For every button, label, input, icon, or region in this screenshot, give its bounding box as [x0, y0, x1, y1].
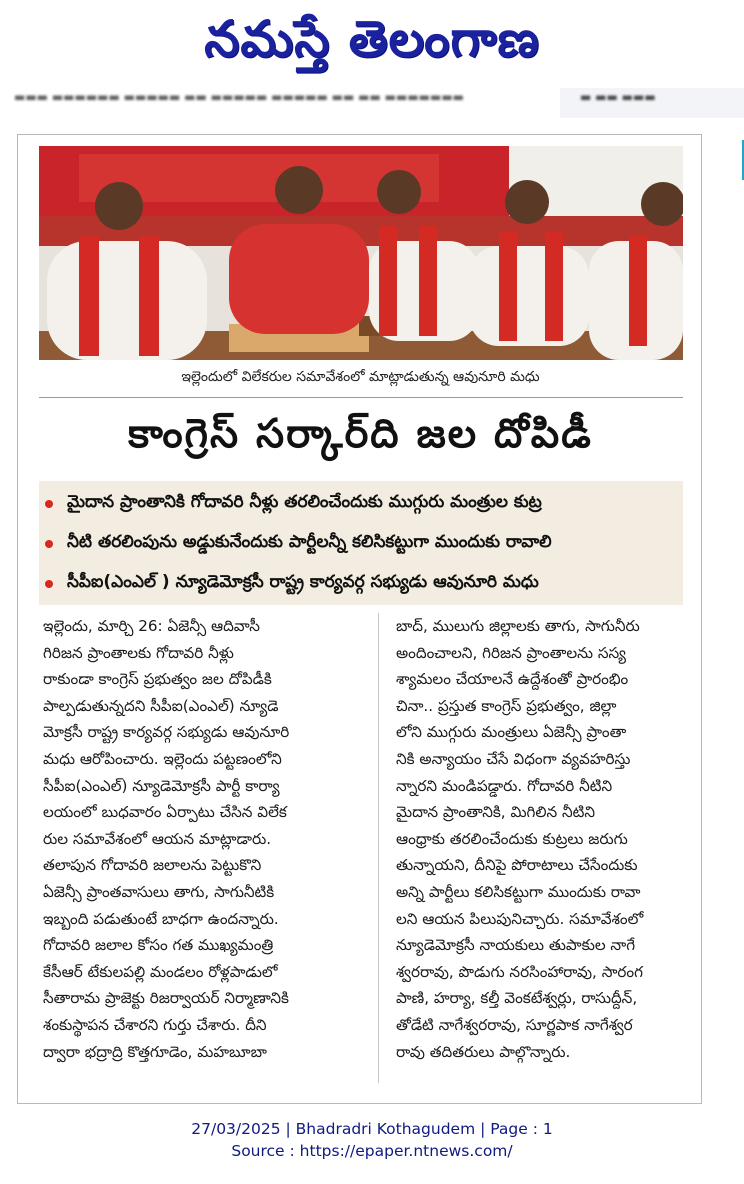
news-article: [17, 134, 702, 1104]
article-headline: కాంగ్రెస్ సర్కార్‌ది జల దోపిడీ: [128, 411, 593, 457]
press-meet-photo: [39, 146, 683, 360]
body-line: చినా.. ప్రస్తుత కాంగ్రెస్ ప్రభుత్వం, జిల్లా: [396, 696, 617, 715]
body-line: లని ఆయన పిలుపునిచ్చారు. సమావేశంలో: [396, 909, 644, 928]
article-body-column-2: [396, 613, 696, 1065]
body-line: నికి అన్యాయం చేసే విధంగా వ్యవహరిస్తు: [396, 749, 631, 768]
body-line: పాల్పడుతున్నదని సీపీఐ(ఎంఎల్) న్యూడె: [43, 696, 279, 715]
bullet-dot-icon: [45, 580, 53, 588]
body-line: తున్నాయని, దీనిపై పోరాటాలు చేసేందుకు: [396, 856, 638, 875]
body-line: అన్ని పార్టీలు కలిసికట్టుగా ముందుకు రావా: [396, 882, 641, 901]
highlight-box: [39, 481, 683, 605]
body-line: తోడేటి నాగేశ్వరరావు, సూర్ణపాక నాగేశ్వర: [396, 1015, 633, 1034]
cropped-previous-headline-strip: [0, 88, 744, 122]
body-line: మధు ఆరోపించారు. ఇల్లెందు పట్టణంలోని: [43, 749, 282, 768]
blurred-text: ▬▬▬ ▬▬▬▬▬▬ ▬▬▬▬▬ ▬▬ ▬▬▬▬▬ ▬▬▬▬▬ ▬▬ ▬▬ ▬▬▬▬▬▬▬: [14, 90, 465, 104]
body-line: బాద్, ములుగు జిల్లాలకు తాగు, సాగునీరు: [396, 617, 640, 635]
body-line: శంకుస్థాపన చేశారని గుర్తు చేశారు. దీని: [43, 1015, 267, 1034]
bullet-dot-icon: [45, 500, 53, 508]
masthead-title: నమస్తే తెలంగాణ: [204, 9, 540, 68]
body-line: అందించాలని, గిరిజన ప్రాంతాలను సస్య: [396, 643, 626, 662]
page-footer: [0, 1118, 744, 1162]
body-line: ఏజెన్సీ ప్రాంతవాసులు తాగు, సాగునీటికి: [43, 882, 275, 901]
highlight-text: మైదాన ప్రాంతానికి గోదావరి నీళ్లు తరలించేందుకు ముగ్గురు మంత్రుల కుట్ర: [67, 492, 542, 512]
blurred-box: ▬ ▬▬ ▬▬▬: [560, 88, 744, 118]
body-line: లయంలో బుధవారం ఏర్పాటు చేసిన విలేక: [43, 803, 287, 822]
body-line: రాకుండా కాంగ్రెస్ ప్రభుత్వం జల దోపిడీకి: [43, 670, 272, 689]
body-line: శ్యామలం చేయాలనే ఉద్దేశంతో ప్రారంభిం: [396, 670, 629, 689]
body-line: గిరిజన ప్రాంతాలకు గోదావరి నీళ్లు: [43, 643, 234, 662]
body-line: రుల సమావేశంలో ఆయన మాట్లాడారు.: [43, 829, 272, 848]
body-line: శ్వరరావు, పొడుగు నరసింహారావు, సారంగ: [396, 962, 643, 981]
highlight-item: [39, 525, 683, 563]
footer-source: [0, 1140, 744, 1162]
body-line: తలాపున గోదావరి జలాలను పెట్టుకొని: [43, 856, 262, 875]
body-line: న్యూడెమోక్రసీ నాయకులు తుపాకుల నాగే: [396, 936, 636, 955]
highlight-item: [39, 565, 683, 603]
body-line: పాణి, హర్యా, కల్తీ వెంకటేశ్వర్లు, రాసుద్దీన్,: [396, 989, 638, 1008]
source-label: Source :: [231, 1142, 300, 1160]
body-line: కేసీఆర్ టేకులపల్లి మండలం రోళ్లపాడులో: [43, 962, 278, 981]
column-divider: [378, 613, 379, 1083]
masthead: [0, 0, 744, 90]
body-line: లోని ముగ్గురు మంత్రులు ఏజెన్సీ ప్రాంతా: [396, 723, 627, 742]
article-body-column-1: [43, 613, 343, 1065]
body-line: గోదావరి జలాల కోసం గత ముఖ్యమంత్రి: [43, 936, 274, 955]
body-line: సీపీఐ(ఎంఎల్) న్యూడెమోక్రసీ పార్టీ కార్యా: [43, 776, 280, 795]
body-line: సీతారామ ప్రాజెక్టు రిజర్వాయర్ నిర్మాణానికి: [43, 989, 289, 1008]
photo-caption: ఇల్లెందులో విలేకరుల సమావేశంలో మాట్లాడుతున్న ఆవునూరి మధు: [181, 369, 540, 385]
body-line: న్నారని మండిపడ్డారు. గోదావరి నీటిని: [396, 776, 613, 795]
body-line: రావు తదితరులు పాల్గొన్నారు.: [396, 1042, 571, 1061]
bullet-dot-icon: [45, 540, 53, 548]
divider: [39, 397, 683, 398]
body-line: ఇల్లెందు, మార్చి 26: ఏజెన్సీ ఆదివాసీ: [43, 617, 260, 635]
source-link[interactable]: https://epaper.ntnews.com/: [299, 1142, 513, 1160]
body-line: మైదాన ప్రాంతానికి, మిగిలిన నీటిని: [396, 803, 596, 822]
body-line: ద్వారా భద్రాద్రి కొత్తగూడెం, మహబూబా: [43, 1042, 267, 1061]
body-line: మోక్రసీ రాష్ట్ర కార్యవర్గ సభ్యుడు ఆవునూరి: [43, 723, 290, 742]
highlight-item: [39, 485, 683, 523]
highlight-text: సీపీఐ(ఎంఎల్ ) న్యూడెమోక్రసీ రాష్ట్ర కార్యవర్గ సభ్యుడు ఆవునూరి మధు: [67, 572, 539, 592]
body-line: ఆంధ్రాకు తరలించేందుకు కుట్రలు జరుగు: [396, 829, 628, 848]
highlight-text: నీటి తరలింపును అడ్డుకునేందుకు పార్టీలన్నీ కలిసికట్టుగా ముందుకు రావాలి: [67, 532, 552, 552]
body-line: ఇబ్బంది పడుతుంటే బాధగా ఉందన్నారు.: [43, 909, 279, 928]
footer-dateline: 27/03/2025 | Bhadradri Kothagudem | Page : 1: [191, 1120, 553, 1138]
